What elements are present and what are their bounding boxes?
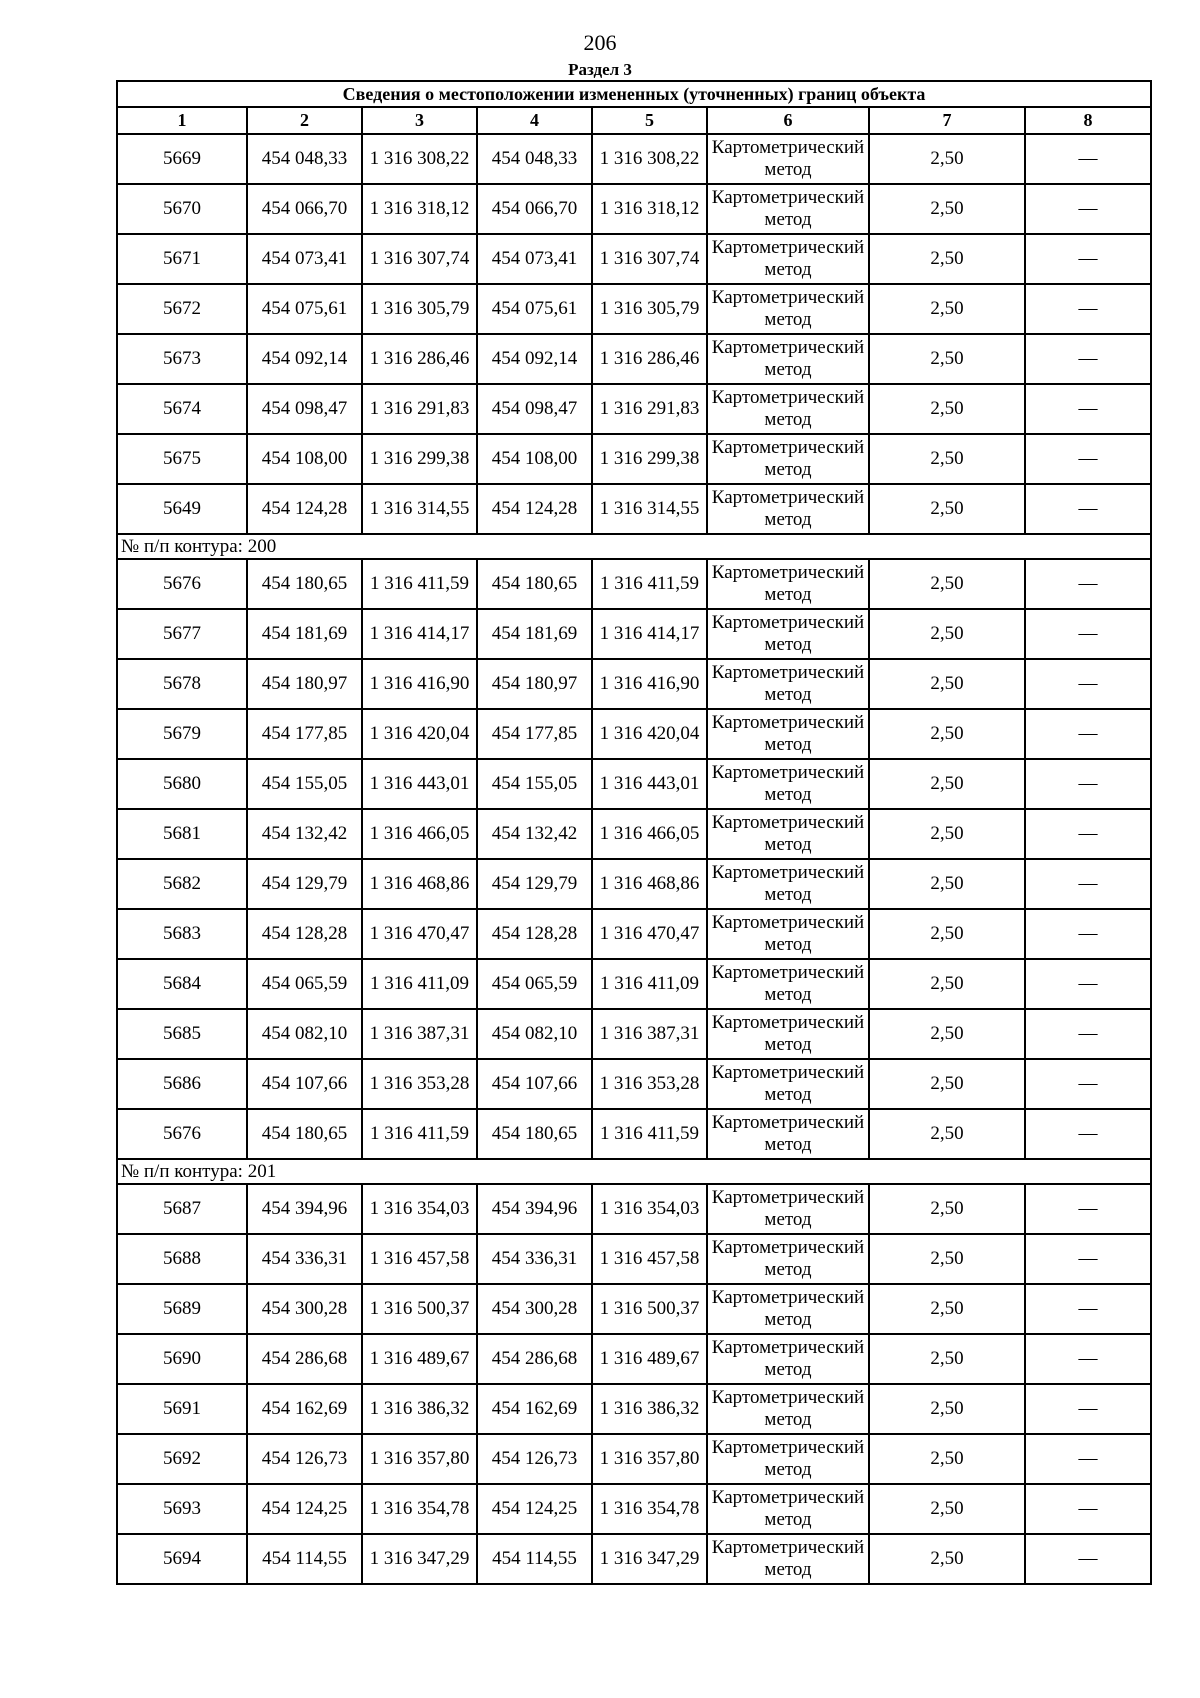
table-row	[117, 1384, 1151, 1434]
y-coordinate-cell: 1 316 357,80	[362, 1434, 477, 1484]
x-coordinate-cell: 454 066,70	[477, 184, 592, 234]
accuracy-cell: 2,50	[869, 809, 1025, 859]
x-coordinate-cell: 454 180,65	[247, 559, 362, 609]
point-number-cell: 5676	[117, 559, 247, 609]
description-cell: —	[1025, 234, 1151, 284]
x-coordinate-cell: 454 162,69	[477, 1384, 592, 1434]
table-row	[117, 334, 1151, 384]
x-coordinate-cell: 454 155,05	[477, 759, 592, 809]
point-number-cell: 5674	[117, 384, 247, 434]
point-number-cell: 5694	[117, 1534, 247, 1584]
method-cell: Картометрический метод	[707, 1109, 869, 1159]
y-coordinate-cell: 1 316 470,47	[362, 909, 477, 959]
accuracy-cell: 2,50	[869, 134, 1025, 184]
x-coordinate-cell: 454 129,79	[477, 859, 592, 909]
description-cell: —	[1025, 659, 1151, 709]
y-coordinate-cell: 1 316 291,83	[362, 384, 477, 434]
y-coordinate-cell: 1 316 299,38	[592, 434, 707, 484]
description-cell: —	[1025, 384, 1151, 434]
point-number-cell: 5690	[117, 1334, 247, 1384]
x-coordinate-cell: 454 092,14	[477, 334, 592, 384]
description-cell: —	[1025, 759, 1151, 809]
x-coordinate-cell: 454 082,10	[247, 1009, 362, 1059]
table-row	[117, 134, 1151, 184]
table-row	[117, 434, 1151, 484]
x-coordinate-cell: 454 132,42	[477, 809, 592, 859]
method-cell: Картометрический метод	[707, 1334, 869, 1384]
point-number-cell: 5687	[117, 1184, 247, 1234]
x-coordinate-cell: 454 065,59	[247, 959, 362, 1009]
accuracy-cell: 2,50	[869, 1234, 1025, 1284]
point-number-cell: 5683	[117, 909, 247, 959]
y-coordinate-cell: 1 316 314,55	[592, 484, 707, 534]
method-cell: Картометрический метод	[707, 659, 869, 709]
x-coordinate-cell: 454 073,41	[477, 234, 592, 284]
y-coordinate-cell: 1 316 411,09	[592, 959, 707, 1009]
description-cell: —	[1025, 1534, 1151, 1584]
accuracy-cell: 2,50	[869, 909, 1025, 959]
y-coordinate-cell: 1 316 318,12	[362, 184, 477, 234]
x-coordinate-cell: 454 129,79	[247, 859, 362, 909]
accuracy-cell: 2,50	[869, 1059, 1025, 1109]
y-coordinate-cell: 1 316 353,28	[362, 1059, 477, 1109]
x-coordinate-cell: 454 177,85	[477, 709, 592, 759]
accuracy-cell: 2,50	[869, 709, 1025, 759]
y-coordinate-cell: 1 316 307,74	[362, 234, 477, 284]
y-coordinate-cell: 1 316 411,59	[592, 559, 707, 609]
y-coordinate-cell: 1 316 468,86	[362, 859, 477, 909]
method-cell: Картометрический метод	[707, 1284, 869, 1334]
contour-label: № п/п контура: 200	[117, 534, 1151, 559]
accuracy-cell: 2,50	[869, 1009, 1025, 1059]
y-coordinate-cell: 1 316 347,29	[362, 1534, 477, 1584]
description-cell: —	[1025, 1334, 1151, 1384]
y-coordinate-cell: 1 316 420,04	[362, 709, 477, 759]
description-cell: —	[1025, 1009, 1151, 1059]
y-coordinate-cell: 1 316 443,01	[362, 759, 477, 809]
x-coordinate-cell: 454 114,55	[477, 1534, 592, 1584]
y-coordinate-cell: 1 316 318,12	[592, 184, 707, 234]
method-cell: Картометрический метод	[707, 384, 869, 434]
x-coordinate-cell: 454 082,10	[477, 1009, 592, 1059]
method-cell: Картометрический метод	[707, 759, 869, 809]
description-cell: —	[1025, 809, 1151, 859]
description-cell: —	[1025, 1434, 1151, 1484]
accuracy-cell: 2,50	[869, 659, 1025, 709]
column-number: 2	[247, 107, 362, 134]
method-cell: Картометрический метод	[707, 1234, 869, 1284]
description-cell: —	[1025, 1484, 1151, 1534]
y-coordinate-cell: 1 316 411,59	[362, 559, 477, 609]
accuracy-cell: 2,50	[869, 334, 1025, 384]
x-coordinate-cell: 454 181,69	[247, 609, 362, 659]
point-number-cell: 5672	[117, 284, 247, 334]
accuracy-cell: 2,50	[869, 184, 1025, 234]
table-row	[117, 234, 1151, 284]
point-number-cell: 5681	[117, 809, 247, 859]
point-number-cell: 5676	[117, 1109, 247, 1159]
point-number-cell: 5677	[117, 609, 247, 659]
point-number-cell: 5689	[117, 1284, 247, 1334]
method-cell: Картометрический метод	[707, 484, 869, 534]
point-number-cell: 5692	[117, 1434, 247, 1484]
accuracy-cell: 2,50	[869, 759, 1025, 809]
column-number: 8	[1025, 107, 1151, 134]
table-row	[117, 809, 1151, 859]
x-coordinate-cell: 454 107,66	[477, 1059, 592, 1109]
x-coordinate-cell: 454 124,28	[477, 484, 592, 534]
table-row	[117, 909, 1151, 959]
description-cell: —	[1025, 284, 1151, 334]
y-coordinate-cell: 1 316 414,17	[362, 609, 477, 659]
x-coordinate-cell: 454 286,68	[477, 1334, 592, 1384]
y-coordinate-cell: 1 316 354,03	[362, 1184, 477, 1234]
table-row	[117, 1284, 1151, 1334]
y-coordinate-cell: 1 316 411,59	[362, 1109, 477, 1159]
x-coordinate-cell: 454 124,25	[477, 1484, 592, 1534]
x-coordinate-cell: 454 108,00	[247, 434, 362, 484]
description-cell: —	[1025, 184, 1151, 234]
x-coordinate-cell: 454 300,28	[477, 1284, 592, 1334]
y-coordinate-cell: 1 316 353,28	[592, 1059, 707, 1109]
y-coordinate-cell: 1 316 354,78	[592, 1484, 707, 1534]
point-number-cell: 5693	[117, 1484, 247, 1534]
point-number-cell: 5688	[117, 1234, 247, 1284]
x-coordinate-cell: 454 066,70	[247, 184, 362, 234]
accuracy-cell: 2,50	[869, 609, 1025, 659]
method-cell: Картометрический метод	[707, 709, 869, 759]
accuracy-cell: 2,50	[869, 384, 1025, 434]
y-coordinate-cell: 1 316 299,38	[362, 434, 477, 484]
method-cell: Картометрический метод	[707, 959, 869, 1009]
accuracy-cell: 2,50	[869, 434, 1025, 484]
point-number-cell: 5685	[117, 1009, 247, 1059]
x-coordinate-cell: 454 336,31	[247, 1234, 362, 1284]
description-cell: —	[1025, 1384, 1151, 1434]
y-coordinate-cell: 1 316 305,79	[362, 284, 477, 334]
column-number: 1	[117, 107, 247, 134]
method-cell: Картометрический метод	[707, 334, 869, 384]
section-title: Раздел 3	[568, 60, 632, 79]
accuracy-cell: 2,50	[869, 234, 1025, 284]
column-number-row	[117, 107, 1151, 134]
method-cell: Картометрический метод	[707, 559, 869, 609]
method-cell: Картометрический метод	[707, 1184, 869, 1234]
column-number: 6	[707, 107, 869, 134]
point-number-cell: 5675	[117, 434, 247, 484]
table-row	[117, 709, 1151, 759]
y-coordinate-cell: 1 316 416,90	[592, 659, 707, 709]
y-coordinate-cell: 1 316 387,31	[592, 1009, 707, 1059]
x-coordinate-cell: 454 126,73	[477, 1434, 592, 1484]
point-number-cell: 5670	[117, 184, 247, 234]
method-cell: Картометрический метод	[707, 609, 869, 659]
accuracy-cell: 2,50	[869, 1284, 1025, 1334]
column-number: 7	[869, 107, 1025, 134]
method-cell: Картометрический метод	[707, 1384, 869, 1434]
table-row	[117, 384, 1151, 434]
accuracy-cell: 2,50	[869, 1109, 1025, 1159]
table-row	[117, 1059, 1151, 1109]
description-cell: —	[1025, 484, 1151, 534]
x-coordinate-cell: 454 394,96	[477, 1184, 592, 1234]
y-coordinate-cell: 1 316 411,09	[362, 959, 477, 1009]
x-coordinate-cell: 454 180,65	[247, 1109, 362, 1159]
point-number-cell: 5669	[117, 134, 247, 184]
point-number-cell: 5686	[117, 1059, 247, 1109]
column-number: 3	[362, 107, 477, 134]
description-cell: —	[1025, 1059, 1151, 1109]
method-cell: Картометрический метод	[707, 234, 869, 284]
accuracy-cell: 2,50	[869, 284, 1025, 334]
x-coordinate-cell: 454 124,25	[247, 1484, 362, 1534]
x-coordinate-cell: 454 394,96	[247, 1184, 362, 1234]
method-cell: Картометрический метод	[707, 1009, 869, 1059]
accuracy-cell: 2,50	[869, 1484, 1025, 1534]
y-coordinate-cell: 1 316 489,67	[592, 1334, 707, 1384]
y-coordinate-cell: 1 316 354,03	[592, 1184, 707, 1234]
y-coordinate-cell: 1 316 500,37	[362, 1284, 477, 1334]
method-cell: Картометрический метод	[707, 1059, 869, 1109]
point-number-cell: 5691	[117, 1384, 247, 1434]
y-coordinate-cell: 1 316 387,31	[362, 1009, 477, 1059]
y-coordinate-cell: 1 316 305,79	[592, 284, 707, 334]
y-coordinate-cell: 1 316 308,22	[362, 134, 477, 184]
table-caption: Сведения о местоположении измененных (уточненных) границ объекта	[117, 81, 1151, 107]
accuracy-cell: 2,50	[869, 559, 1025, 609]
accuracy-cell: 2,50	[869, 1184, 1025, 1234]
table-row	[117, 1009, 1151, 1059]
table-row	[117, 559, 1151, 609]
table-row	[117, 184, 1151, 234]
point-number-cell: 5678	[117, 659, 247, 709]
description-cell: —	[1025, 859, 1151, 909]
point-number-cell: 5671	[117, 234, 247, 284]
accuracy-cell: 2,50	[869, 859, 1025, 909]
x-coordinate-cell: 454 114,55	[247, 1534, 362, 1584]
x-coordinate-cell: 454 180,65	[477, 559, 592, 609]
description-cell: —	[1025, 434, 1151, 484]
description-cell: —	[1025, 1109, 1151, 1159]
y-coordinate-cell: 1 316 286,46	[362, 334, 477, 384]
method-cell: Картометрический метод	[707, 284, 869, 334]
accuracy-cell: 2,50	[869, 959, 1025, 1009]
y-coordinate-cell: 1 316 411,59	[592, 1109, 707, 1159]
x-coordinate-cell: 454 336,31	[477, 1234, 592, 1284]
x-coordinate-cell: 454 177,85	[247, 709, 362, 759]
description-cell: —	[1025, 609, 1151, 659]
y-coordinate-cell: 1 316 468,86	[592, 859, 707, 909]
x-coordinate-cell: 454 180,97	[477, 659, 592, 709]
x-coordinate-cell: 454 075,61	[477, 284, 592, 334]
description-cell: —	[1025, 959, 1151, 1009]
table-row	[117, 1434, 1151, 1484]
method-cell: Картометрический метод	[707, 809, 869, 859]
x-coordinate-cell: 454 126,73	[247, 1434, 362, 1484]
y-coordinate-cell: 1 316 307,74	[592, 234, 707, 284]
column-number: 4	[477, 107, 592, 134]
method-cell: Картометрический метод	[707, 134, 869, 184]
x-coordinate-cell: 454 124,28	[247, 484, 362, 534]
y-coordinate-cell: 1 316 470,47	[592, 909, 707, 959]
y-coordinate-cell: 1 316 357,80	[592, 1434, 707, 1484]
y-coordinate-cell: 1 316 386,32	[362, 1384, 477, 1434]
table-row	[117, 284, 1151, 334]
x-coordinate-cell: 454 180,97	[247, 659, 362, 709]
table-row	[117, 659, 1151, 709]
description-cell: —	[1025, 1234, 1151, 1284]
y-coordinate-cell: 1 316 354,78	[362, 1484, 477, 1534]
x-coordinate-cell: 454 162,69	[247, 1384, 362, 1434]
table-row	[117, 1184, 1151, 1234]
y-coordinate-cell: 1 316 291,83	[592, 384, 707, 434]
point-number-cell: 5680	[117, 759, 247, 809]
y-coordinate-cell: 1 316 308,22	[592, 134, 707, 184]
y-coordinate-cell: 1 316 416,90	[362, 659, 477, 709]
table-row	[117, 759, 1151, 809]
y-coordinate-cell: 1 316 466,05	[592, 809, 707, 859]
y-coordinate-cell: 1 316 414,17	[592, 609, 707, 659]
description-cell: —	[1025, 1284, 1151, 1334]
x-coordinate-cell: 454 180,65	[477, 1109, 592, 1159]
table-row	[117, 484, 1151, 534]
method-cell: Картометрический метод	[707, 434, 869, 484]
description-cell: —	[1025, 134, 1151, 184]
y-coordinate-cell: 1 316 420,04	[592, 709, 707, 759]
y-coordinate-cell: 1 316 347,29	[592, 1534, 707, 1584]
boundary-table	[116, 80, 1152, 1585]
point-number-cell: 5673	[117, 334, 247, 384]
x-coordinate-cell: 454 075,61	[247, 284, 362, 334]
method-cell: Картометрический метод	[707, 859, 869, 909]
description-cell: —	[1025, 1184, 1151, 1234]
y-coordinate-cell: 1 316 457,58	[362, 1234, 477, 1284]
y-coordinate-cell: 1 316 443,01	[592, 759, 707, 809]
table-caption-row	[117, 81, 1151, 107]
x-coordinate-cell: 454 092,14	[247, 334, 362, 384]
table-row	[117, 609, 1151, 659]
table-row	[117, 1334, 1151, 1384]
table-row	[117, 1534, 1151, 1584]
table-row	[117, 859, 1151, 909]
method-cell: Картометрический метод	[707, 1484, 869, 1534]
contour-row	[117, 1159, 1151, 1184]
y-coordinate-cell: 1 316 457,58	[592, 1234, 707, 1284]
page-number: 206	[583, 30, 617, 55]
x-coordinate-cell: 454 155,05	[247, 759, 362, 809]
x-coordinate-cell: 454 286,68	[247, 1334, 362, 1384]
x-coordinate-cell: 454 098,47	[477, 384, 592, 434]
description-cell: —	[1025, 559, 1151, 609]
accuracy-cell: 2,50	[869, 1434, 1025, 1484]
y-coordinate-cell: 1 316 314,55	[362, 484, 477, 534]
point-number-cell: 5649	[117, 484, 247, 534]
table-row	[117, 959, 1151, 1009]
contour-label: № п/п контура: 201	[117, 1159, 1151, 1184]
description-cell: —	[1025, 709, 1151, 759]
y-coordinate-cell: 1 316 500,37	[592, 1284, 707, 1334]
point-number-cell: 5679	[117, 709, 247, 759]
x-coordinate-cell: 454 048,33	[477, 134, 592, 184]
method-cell: Картометрический метод	[707, 1534, 869, 1584]
x-coordinate-cell: 454 128,28	[247, 909, 362, 959]
description-cell: —	[1025, 909, 1151, 959]
x-coordinate-cell: 454 181,69	[477, 609, 592, 659]
y-coordinate-cell: 1 316 489,67	[362, 1334, 477, 1384]
point-number-cell: 5684	[117, 959, 247, 1009]
x-coordinate-cell: 454 108,00	[477, 434, 592, 484]
x-coordinate-cell: 454 065,59	[477, 959, 592, 1009]
x-coordinate-cell: 454 107,66	[247, 1059, 362, 1109]
point-number-cell: 5682	[117, 859, 247, 909]
accuracy-cell: 2,50	[869, 484, 1025, 534]
table-row	[117, 1484, 1151, 1534]
method-cell: Картометрический метод	[707, 1434, 869, 1484]
method-cell: Картометрический метод	[707, 184, 869, 234]
description-cell: —	[1025, 334, 1151, 384]
y-coordinate-cell: 1 316 386,32	[592, 1384, 707, 1434]
x-coordinate-cell: 454 073,41	[247, 234, 362, 284]
contour-row	[117, 534, 1151, 559]
table-row	[117, 1234, 1151, 1284]
x-coordinate-cell: 454 300,28	[247, 1284, 362, 1334]
accuracy-cell: 2,50	[869, 1384, 1025, 1434]
x-coordinate-cell: 454 132,42	[247, 809, 362, 859]
y-coordinate-cell: 1 316 286,46	[592, 334, 707, 384]
method-cell: Картометрический метод	[707, 909, 869, 959]
table-row	[117, 1109, 1151, 1159]
y-coordinate-cell: 1 316 466,05	[362, 809, 477, 859]
accuracy-cell: 2,50	[869, 1334, 1025, 1384]
accuracy-cell: 2,50	[869, 1534, 1025, 1584]
x-coordinate-cell: 454 098,47	[247, 384, 362, 434]
x-coordinate-cell: 454 128,28	[477, 909, 592, 959]
column-number: 5	[592, 107, 707, 134]
x-coordinate-cell: 454 048,33	[247, 134, 362, 184]
